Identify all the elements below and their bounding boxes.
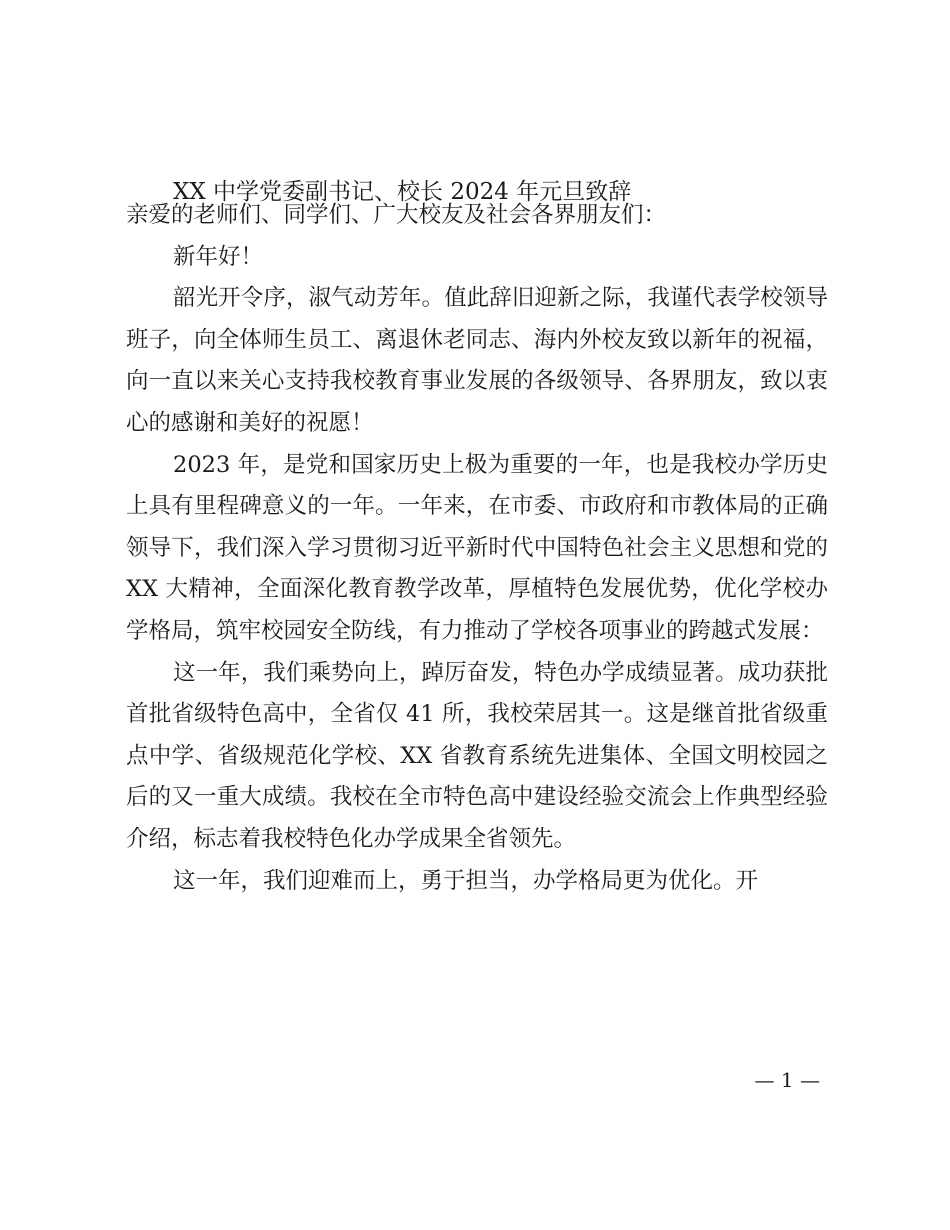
document-body bbox=[126, 195, 828, 902]
paragraph-year-review: 2023 年，是党和国家历史上极为重要的一年，也是我校办学历史上具有里程碑意义的一年。一年来，在市委、市政府和市教体局的正确领导下，我们深入学习贯彻习近平新时代中国特色社会主义思想和党的 XX 大精神，全面深化教育教学改革，厚植特色发展优势，优化学校办学格局，筑牢校园安全防线，有力推动了学校各项事业的跨越式发展： bbox=[126, 451, 828, 644]
document-title: XX 中学党委副书记、校长 2024 年元旦致辞 bbox=[173, 179, 632, 205]
paragraph-continuation: 这一年，我们迎难而上，勇于担当，办学格局更为优化。开 bbox=[173, 867, 759, 894]
paragraph-achievement: 这一年，我们乘势向上，踔厉奋发，特色办学成绩显著。成功获批首批省级特色高中，全省仅 41 所，我校荣居其一。这是继首批省级重点中学、省级规范化学校、XX 省教育系统先进集体、全国文明校园之后的又一重大成绩。我校在全市特色高中建设经验交流会上作典型经验介绍，标志着我校特色化办学成果全省领先。 bbox=[126, 659, 828, 852]
paragraph-greeting: 新年好！ bbox=[173, 243, 264, 270]
paragraph-opening: 韶光开令序，淑气动芳年。值此辞旧迎新之际，我谨代表学校领导班子，向全体师生员工、离退休老同志、海内外校友致以新年的祝福，向一直以来关心支持我校教育事业发展的各级领导、各界朋友，致以衷心的感谢和美好的祝愿！ bbox=[126, 285, 828, 436]
salutation: 亲爱的老师们、同学们、广大校友及社会各界朋友们： bbox=[126, 202, 667, 228]
page-number: — 1 — bbox=[754, 1068, 820, 1092]
